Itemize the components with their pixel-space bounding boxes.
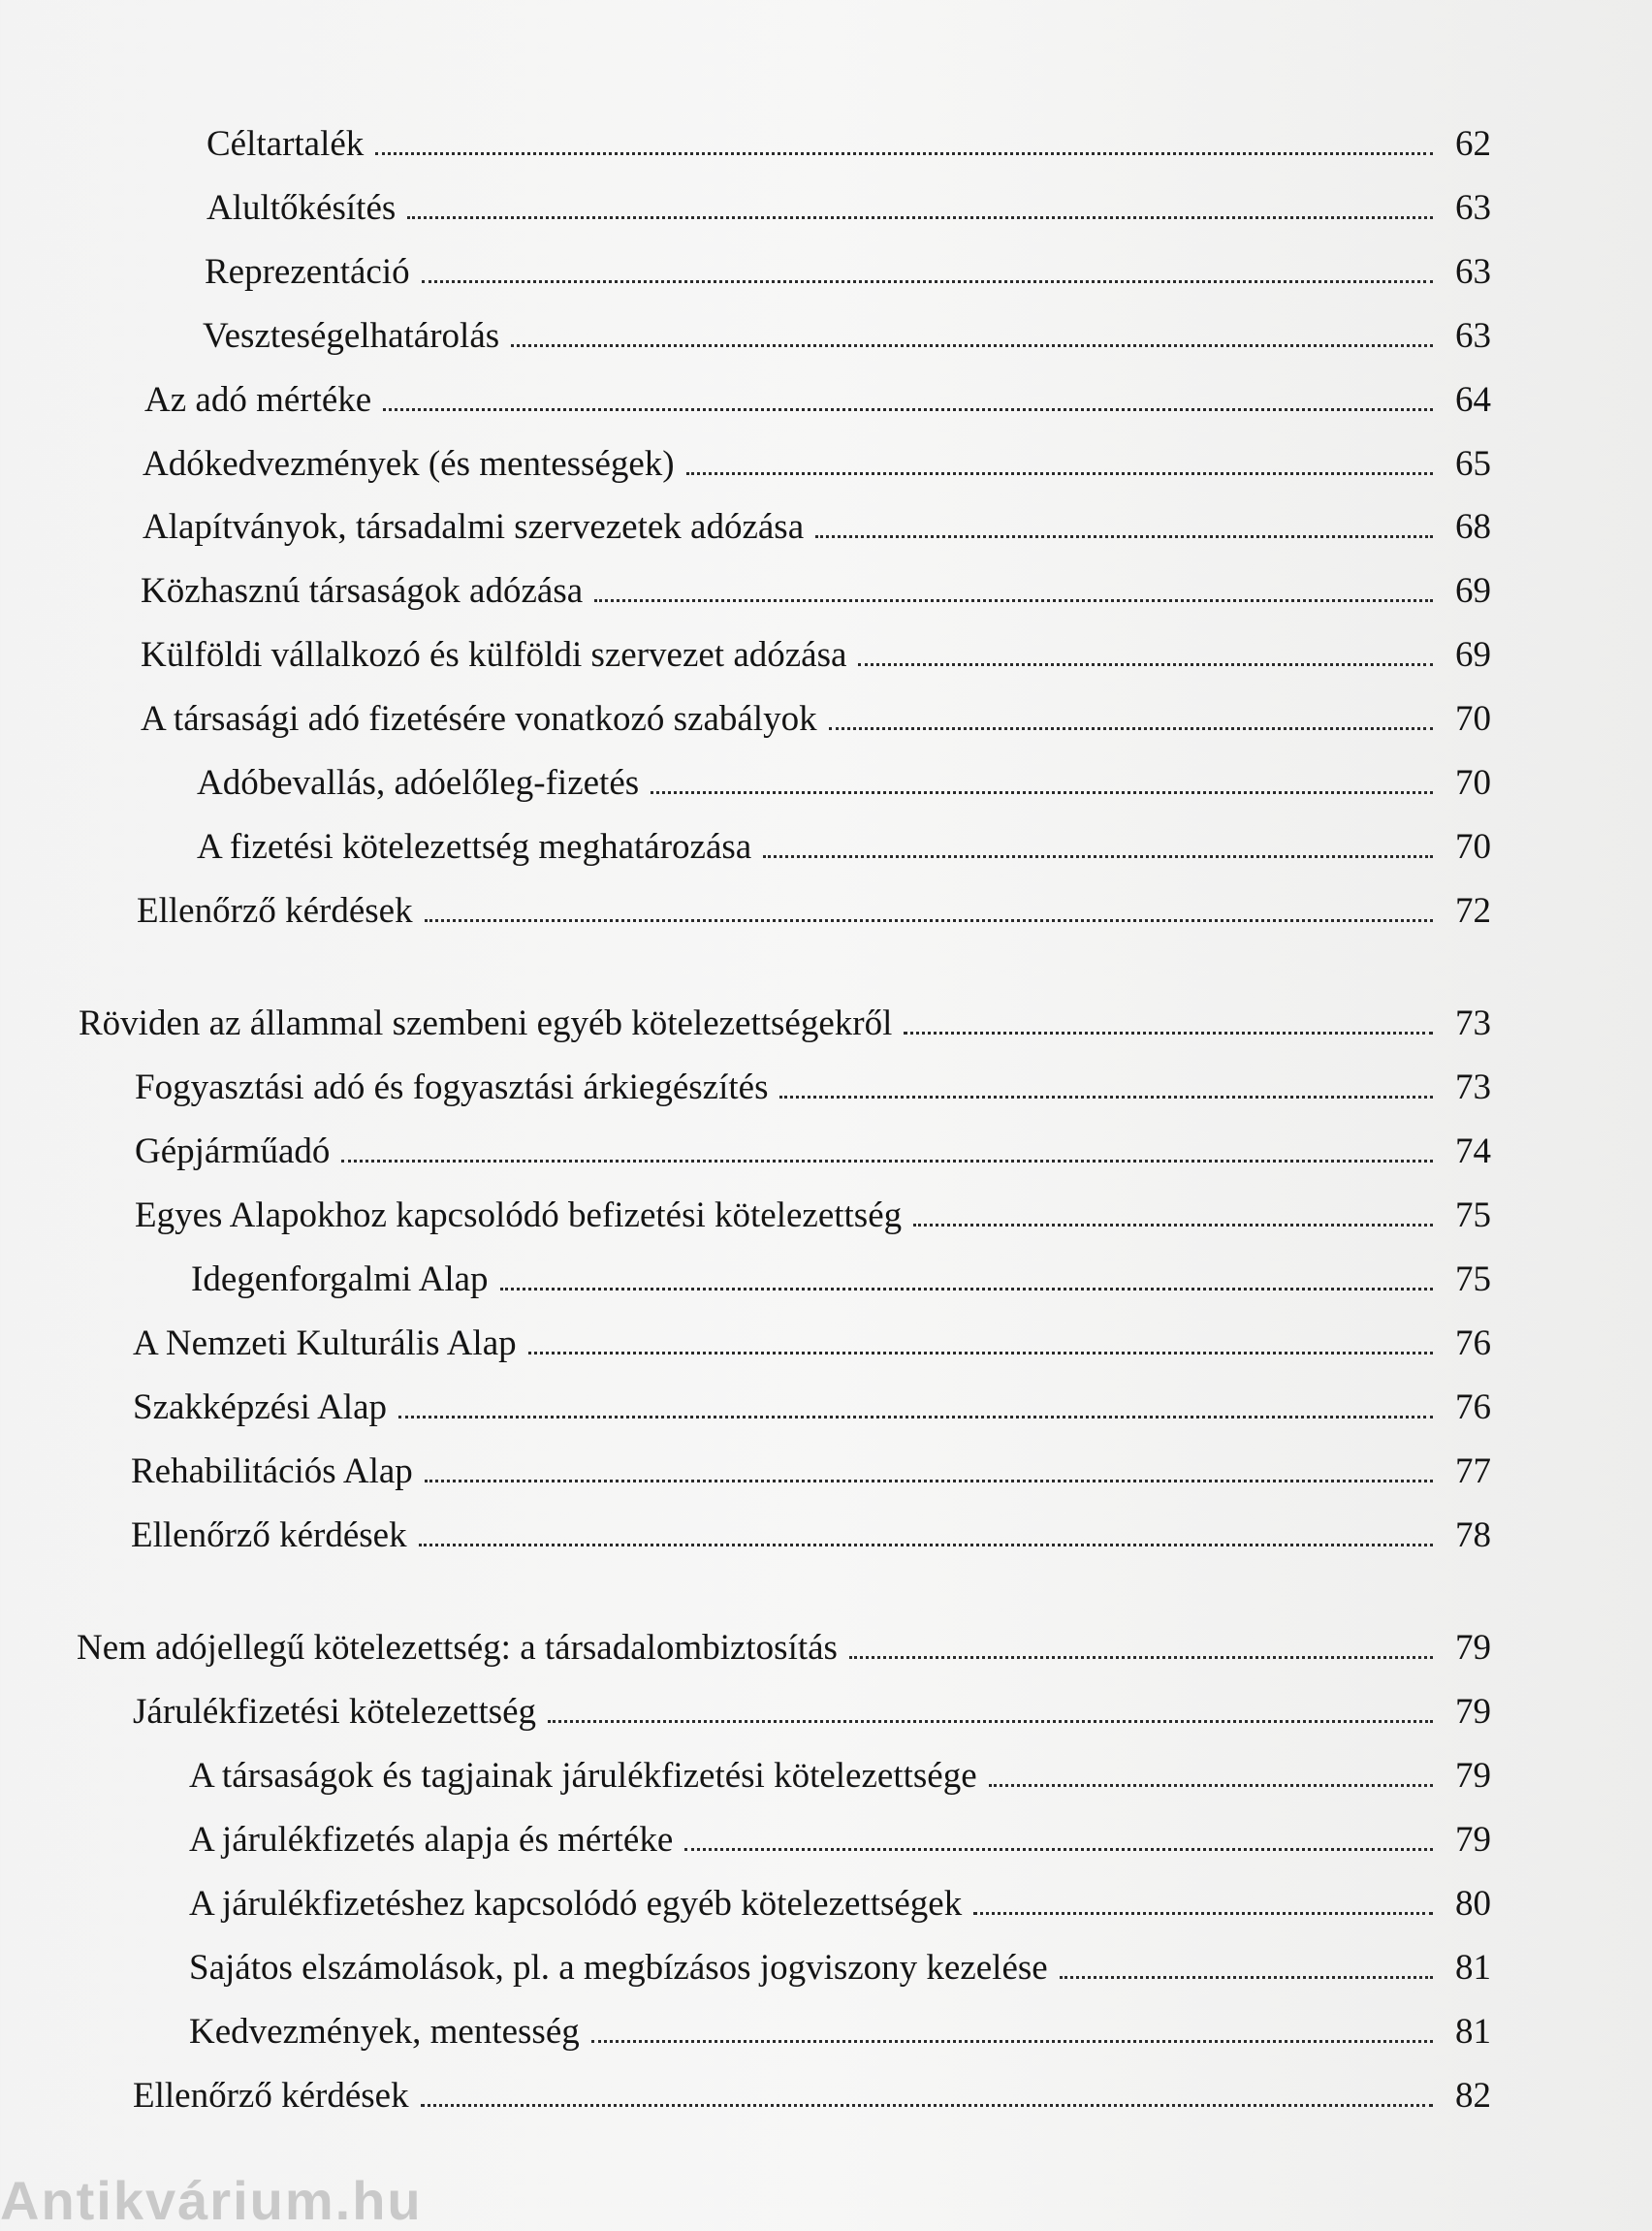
dot-leader: [398, 1416, 1433, 1418]
toc-entry-page: 79: [1455, 1692, 1491, 1732]
toc-entry-page: 69: [1455, 571, 1491, 611]
toc-entry-title: Külföldi vállalkozó és külföldi szervezet adózása: [141, 635, 847, 675]
dot-leader: [904, 1032, 1433, 1035]
toc-entry-page: 80: [1455, 1884, 1491, 1924]
toc-entry-page: 63: [1455, 252, 1491, 292]
toc-entry-title: Az adó mértéke: [144, 380, 372, 420]
toc-entry-title: A Nemzeti Kulturális Alap: [133, 1323, 517, 1363]
toc-entry-title: Járulékfizetési kötelezettség: [133, 1692, 537, 1732]
toc-entry: [197, 759, 1491, 808]
toc-entry-title: A fizetési kötelezettség meghatározása: [197, 827, 752, 867]
toc-entry-page: 81: [1455, 2012, 1491, 2052]
toc-entry-title: Veszteségelhatárolás: [203, 316, 500, 356]
dot-leader: [815, 535, 1433, 538]
toc-entry: [206, 184, 1491, 233]
dot-leader: [591, 2040, 1433, 2043]
toc-entry: [189, 1880, 1491, 1928]
toc-entry-title: Ellenőrző kérdések: [137, 891, 413, 931]
toc-entry-title: Fogyasztási adó és fogyasztási árkiegészítés: [135, 1068, 769, 1107]
dot-leader: [779, 1096, 1433, 1099]
toc-entry-title: Gépjárműadó: [135, 1131, 331, 1171]
toc-entry-page: 70: [1455, 763, 1491, 803]
toc-entry-title: Rehabilitációs Alap: [131, 1451, 413, 1491]
toc-entry-page: 70: [1455, 827, 1491, 867]
watermark: Antikvárium.hu: [0, 2170, 423, 2231]
toc-entry: [137, 887, 1491, 936]
toc-entry-title: Kedvezmények, mentesség: [189, 2012, 580, 2052]
toc-entry: [144, 376, 1491, 425]
dot-leader: [375, 152, 1433, 155]
toc-chapter-entry: [79, 1000, 1491, 1048]
toc-entry: [191, 1256, 1491, 1304]
dot-leader: [548, 1720, 1433, 1723]
toc-entry: [197, 823, 1491, 872]
toc-entry-title: Ellenőrző kérdések: [133, 2076, 409, 2116]
dot-leader: [594, 599, 1433, 602]
toc-entry-title: Ellenőrző kérdések: [131, 1515, 407, 1555]
toc-entry-title: Alapítványok, társadalmi szervezetek adózása: [143, 507, 805, 547]
toc-entry-page: 64: [1455, 380, 1491, 420]
toc-entry-title: Adókedvezmények (és mentességek): [143, 444, 675, 484]
toc-entry: [135, 1128, 1491, 1176]
dot-leader: [528, 1352, 1433, 1355]
toc-entry: [135, 1192, 1491, 1240]
toc-entry: [189, 1816, 1491, 1864]
toc-entry-page: 69: [1455, 635, 1491, 675]
toc-entry-page: 75: [1455, 1195, 1491, 1235]
dot-leader: [858, 663, 1433, 666]
toc-entry-page: 79: [1455, 1756, 1491, 1796]
toc-entry: [131, 1512, 1491, 1560]
dot-leader: [500, 1288, 1433, 1291]
dot-leader: [425, 919, 1433, 922]
toc-entry-page: 70: [1455, 699, 1491, 739]
toc-chapter-entry: [77, 1624, 1491, 1673]
toc-entry-page: 72: [1455, 891, 1491, 931]
dot-leader: [419, 1544, 1433, 1546]
toc-entry: [143, 440, 1491, 489]
toc-entry-page: 63: [1455, 316, 1491, 356]
toc-entry-page: 78: [1455, 1515, 1491, 1555]
toc-entry-page: 77: [1455, 1451, 1491, 1491]
toc-entry-title: A társasági adó fizetésére vonatkozó szabályok: [141, 699, 817, 739]
toc-entry-page: 81: [1455, 1948, 1491, 1988]
toc-entry: [205, 248, 1491, 297]
toc-entry: [203, 312, 1491, 361]
toc-entry-page: 65: [1455, 444, 1491, 484]
toc-entry: [135, 1064, 1491, 1112]
dot-leader: [422, 280, 1433, 283]
toc-entry-page: 82: [1455, 2076, 1491, 2116]
dot-leader: [686, 472, 1433, 475]
toc-entry-page: 68: [1455, 507, 1491, 547]
toc-entry-page: 76: [1455, 1387, 1491, 1427]
toc-entry: [131, 1448, 1491, 1496]
toc-entry-title: A járulékfizetés alapja és mértéke: [189, 1820, 674, 1860]
dot-leader: [973, 1912, 1433, 1915]
toc-entry: [133, 1320, 1491, 1368]
dot-leader: [425, 1480, 1433, 1482]
dot-leader: [849, 1656, 1433, 1659]
toc-entry: [141, 567, 1491, 616]
dot-leader: [341, 1160, 1433, 1163]
toc-entry: [141, 695, 1491, 744]
dot-leader: [1060, 1976, 1433, 1979]
toc-entry-page: 79: [1455, 1820, 1491, 1860]
toc-entry: [133, 2072, 1491, 2120]
dot-leader: [651, 791, 1433, 794]
toc-entry-page: 62: [1455, 124, 1491, 164]
toc-entry-title: A társaságok és tagjainak járulékfizetési kötelezettsége: [189, 1756, 977, 1796]
toc-entry: [143, 503, 1491, 552]
toc-entry-title: Szakképzési Alap: [133, 1387, 387, 1427]
dot-leader: [407, 216, 1433, 219]
toc-entry: [141, 631, 1491, 680]
toc-entry-title: Röviden az állammal szembeni egyéb kötelezettségekről: [79, 1004, 893, 1043]
toc-entry: [133, 1688, 1491, 1737]
toc-entry-page: 63: [1455, 188, 1491, 228]
dot-leader: [913, 1224, 1433, 1227]
dot-leader: [684, 1848, 1433, 1851]
toc-entry-title: Idegenforgalmi Alap: [191, 1259, 489, 1299]
toc-entry-page: 79: [1455, 1628, 1491, 1668]
toc-entry-title: A járulékfizetéshez kapcsolódó egyéb kötelezettségek: [189, 1884, 963, 1924]
toc-entry: [206, 120, 1491, 169]
toc-entry: [189, 1944, 1491, 1992]
toc-entry-title: Reprezentáció: [205, 252, 410, 292]
toc-entry: [133, 1384, 1491, 1432]
toc-entry-title: Egyes Alapokhoz kapcsolódó befizetési kötelezettség: [135, 1195, 903, 1235]
toc-entry-title: Közhasznú társaságok adózása: [141, 571, 584, 611]
dot-leader: [383, 408, 1433, 411]
toc-entry: [189, 2008, 1491, 2056]
dot-leader: [829, 727, 1433, 730]
toc-entry-title: Nem adójellegű kötelezettség: a társadalombiztosítás: [77, 1628, 838, 1668]
dot-leader: [763, 855, 1433, 858]
toc-entry-page: 76: [1455, 1323, 1491, 1363]
toc-entry-page: 73: [1455, 1004, 1491, 1043]
toc-entry-page: 75: [1455, 1259, 1491, 1299]
toc-entry-title: Adóbevallás, adóelőleg-fizetés: [197, 763, 640, 803]
dot-leader: [989, 1784, 1433, 1787]
toc-entry-title: Sajátos elszámolások, pl. a megbízásos jogviszony kezelése: [189, 1948, 1048, 1988]
dot-leader: [511, 344, 1433, 347]
toc-entry-title: Alultőkésítés: [206, 188, 397, 228]
toc-entry-page: 73: [1455, 1068, 1491, 1107]
toc-entry: [189, 1752, 1491, 1801]
toc-entry-title: Céltartalék: [206, 124, 365, 164]
dot-leader: [421, 2104, 1433, 2107]
toc-entry-page: 74: [1455, 1131, 1491, 1171]
